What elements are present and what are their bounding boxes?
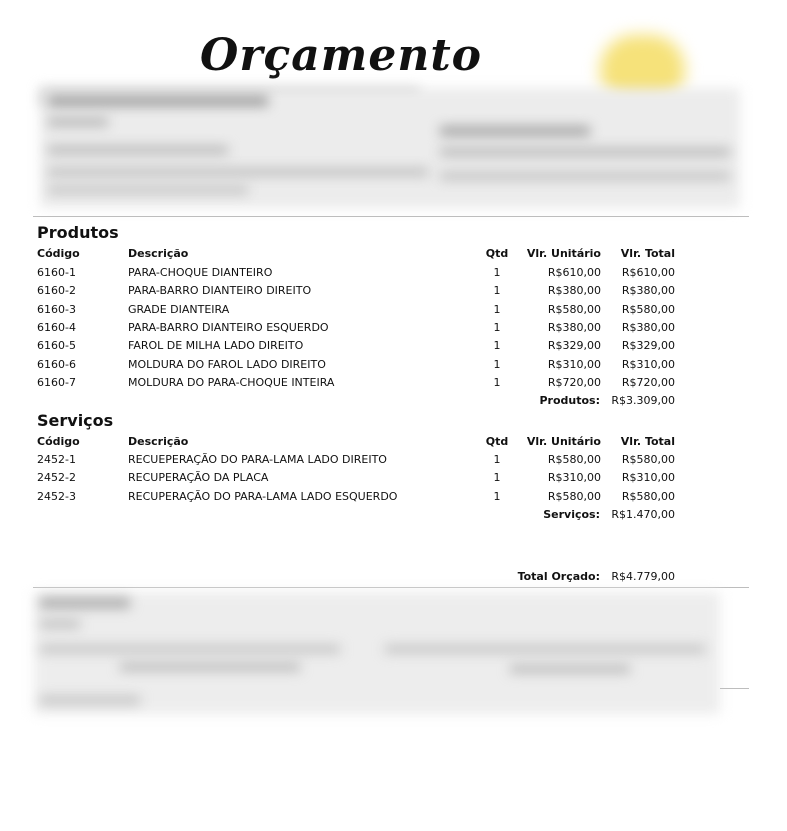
cell-code: 6160-1 [37,266,76,279]
col-unit-header: Vlr. Unitário [526,435,601,448]
table-row [37,303,697,321]
products-heading: Produtos [37,223,119,242]
cell-description: PARA-CHOQUE DIANTEIRO [128,266,273,279]
cell-description: MOLDURA DO FAROL LADO DIREITO [128,357,326,371]
cell-code: 6160-6 [37,357,76,371]
col-qty-header: Qtd [485,435,509,448]
cell-code: 6160-2 [37,284,76,298]
cell-unit-price: R$610,00 [547,266,601,279]
cell-total-price: R$380,00 [621,320,675,334]
divider [33,587,749,588]
cell-qty: 1 [493,489,501,503]
cell-total-price: R$329,00 [621,339,675,353]
table-row [37,284,697,302]
table-row [37,339,697,357]
table-row [37,321,697,339]
cell-unit-price: R$310,00 [547,471,601,485]
cell-total-price: R$310,00 [621,471,675,485]
cell-unit-price: R$329,00 [547,339,601,353]
cell-code: 6160-4 [37,320,76,334]
grand-total-label: Total Orçado: [517,570,600,583]
products-subtotal-value: R$3.309,00 [611,394,675,407]
cell-description: GRADE DIANTEIRA [128,302,230,316]
cell-qty: 1 [493,339,501,353]
cell-total-price: R$580,00 [621,489,675,503]
table-row [37,266,697,284]
cell-code: 2452-3 [37,489,76,503]
cell-description: PARA-BARRO DIANTEIRO DIREITO [128,284,312,298]
products-table-header [37,247,697,265]
cell-code: 6160-3 [37,302,76,316]
col-code-header: Código [37,247,80,260]
cell-qty: 1 [493,375,501,389]
col-total-header: Vlr. Total [620,435,675,448]
cell-qty: 1 [493,453,501,466]
cell-unit-price: R$580,00 [547,489,601,503]
cell-unit-price: R$380,00 [547,284,601,298]
cell-description: RECUPERAÇÃO DA PLACA [128,471,269,485]
cell-total-price: R$610,00 [621,266,675,279]
col-code-header: Código [37,435,80,448]
cell-qty: 1 [493,302,501,316]
cell-total-price: R$380,00 [621,284,675,298]
divider [33,216,749,217]
cell-code: 6160-5 [37,339,76,353]
grand-total-value: R$4.779,00 [611,570,675,583]
services-subtotal-value: R$1.470,00 [611,508,675,521]
cell-total-price: R$580,00 [621,302,675,316]
cell-code: 6160-7 [37,375,76,389]
table-row [37,453,697,471]
document-title: Orçamento [200,30,483,81]
products-subtotal-label: Produtos: [539,394,600,407]
table-row [37,376,697,394]
services-table-header [37,435,697,453]
table-row [37,490,697,508]
cell-unit-price: R$580,00 [547,302,601,316]
cell-total-price: R$720,00 [621,375,675,389]
cell-total-price: R$310,00 [621,357,675,371]
cell-unit-price: R$380,00 [547,320,601,334]
services-heading: Serviços [37,411,114,430]
cell-qty: 1 [493,266,501,279]
services-subtotal-label: Serviços: [543,508,600,521]
col-description-header: Descrição [128,435,189,448]
cell-description: RECUPERAÇÃO DO PARA-LAMA LADO ESQUERDO [128,489,398,503]
cell-qty: 1 [493,320,501,334]
cell-unit-price: R$580,00 [547,453,601,466]
col-total-header: Vlr. Total [620,247,675,260]
cell-code: 2452-1 [37,453,76,466]
col-unit-header: Vlr. Unitário [526,247,601,260]
table-row [37,358,697,376]
table-row [37,471,697,489]
cell-description: RECUEPERAÇÃO DO PARA-LAMA LADO DIREITO [128,453,387,466]
cell-unit-price: R$310,00 [547,357,601,371]
cell-description: PARA-BARRO DIANTEIRO ESQUERDO [128,320,329,334]
cell-code: 2452-2 [37,471,76,485]
cell-qty: 1 [493,471,501,485]
col-description-header: Descrição [128,247,189,260]
cell-description: FAROL DE MILHA LADO DIREITO [128,339,304,353]
cell-description: MOLDURA DO PARA-CHOQUE INTEIRA [128,375,335,389]
col-qty-header: Qtd [485,247,509,260]
divider [720,688,749,689]
cell-total-price: R$580,00 [621,453,675,466]
cell-unit-price: R$720,00 [547,375,601,389]
cell-qty: 1 [493,284,501,298]
cell-qty: 1 [493,357,501,371]
